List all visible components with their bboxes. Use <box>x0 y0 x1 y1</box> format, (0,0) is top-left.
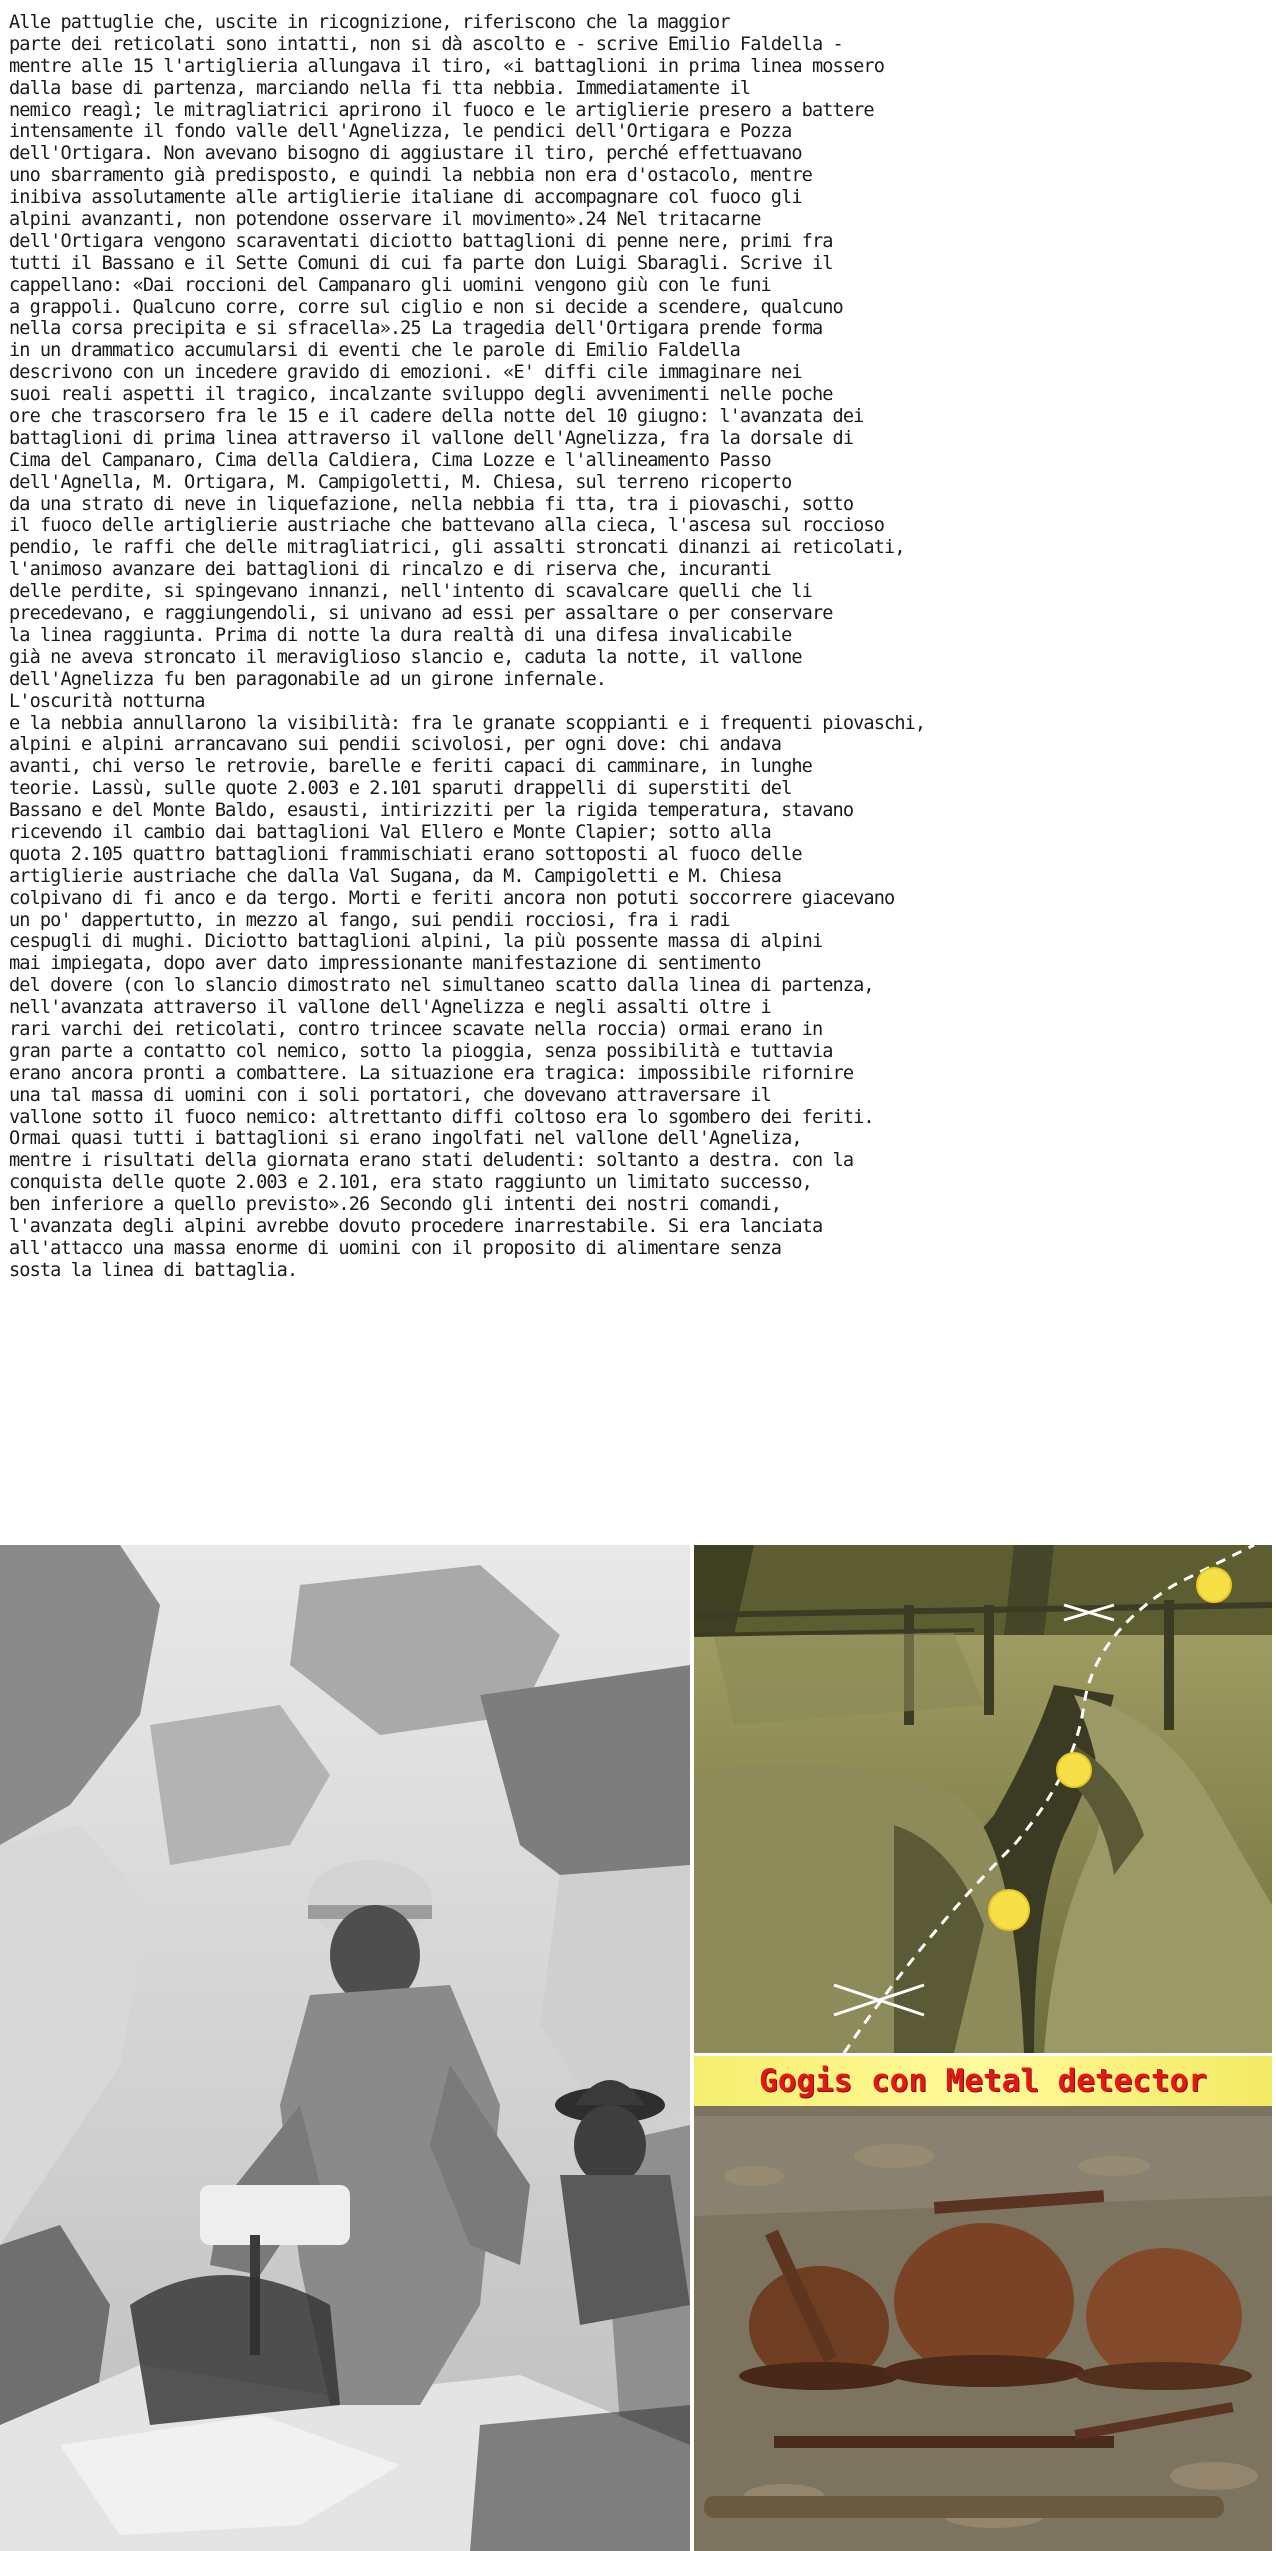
article-line: alpini e alpini arrancavano sui pendii scivolosi, per ogni dove: chi andava <box>9 734 782 756</box>
article-line: dell'Agnelizza fu ben paragonabile ad un girone infernale. <box>9 668 607 690</box>
article-line: dell'Ortigara vengono scaraventati diciotto battaglioni di penne nere, primi fra <box>9 230 833 252</box>
article-line: l'avanzata degli alpini avrebbe dovuto procedere inarrestabile. Si era lanciata <box>9 1215 823 1237</box>
article-line: all'attacco una massa enorme di uomini con il proposito di alimentare senza <box>9 1237 782 1259</box>
article-line: sosta la linea di battaglia. <box>9 1259 298 1281</box>
photo-alpini-soldiers <box>0 1545 690 2551</box>
article-line: mentre i risultati della giornata erano stati deludenti: soltanto a destra. con la <box>9 1150 854 1172</box>
article-line: Bassano e del Monte Baldo, esausti, intirizziti per la rigida temperatura, stavano <box>9 800 854 822</box>
article-line: in un drammatico accumularsi di eventi che le parole di Emilio Faldella <box>9 340 740 362</box>
article-line: la linea raggiunta. Prima di notte la dura realtà di una difesa invalicabile <box>9 624 792 646</box>
article-line: ore che trascorsero fra le 15 e il cadere della notte del 10 giugno: l'avanzata dei <box>9 406 864 428</box>
article-line: nella corsa precipita e si sfracella».25 La tragedia dell'Ortigara prende forma <box>9 318 823 340</box>
article-line: colpivano di fi anco e da tergo. Morti e feriti ancora non potuti soccorrere giacevano <box>9 887 895 909</box>
article-line: descrivono con un incedere gravido di emozioni. «E' diffi cile immaginare nei <box>9 362 802 384</box>
article-line: tutti il Bassano e il Sette Comuni di cui fa parte don Luigi Sbaragli. Scrive il <box>9 252 833 274</box>
photo-helmets-metal-detector <box>694 2056 1272 2551</box>
helmets-caption: Gogis con Metal detector <box>694 2056 1272 2106</box>
article-line: pendio, le raffi che delle mitragliatrici, gli assalti stroncati dinanzi ai reticolati, <box>9 537 905 559</box>
article-line: battaglioni di prima linea attraverso il vallone dell'Agnelizza, fra la dorsale di <box>9 427 854 449</box>
article-line: l'animoso avanzare dei battaglioni di rincalzo e di riserva che, incuranti <box>9 559 771 581</box>
article-line: suoi reali aspetti il tragico, incalzante sviluppo degli avvenimenti nelle poche <box>9 384 833 406</box>
article-text <box>9 12 1271 1282</box>
article-line: ben inferiore a quello previsto».26 Secondo gli intenti dei nostri comandi, <box>9 1194 782 1216</box>
article-line: uno sbarramento già predisposto, e quindi la nebbia non era d'ostacolo, mentre <box>9 165 812 187</box>
article-line: da una strato di neve in liquefazione, nella nebbia fi tta, tra i piovaschi, sotto <box>9 493 854 515</box>
article-line: rari varchi dei reticolati, contro trincee scavate nella roccia) ormai erano in <box>9 1018 823 1040</box>
article-line: precedevano, e raggiungendoli, si univano ad essi per assaltare o per conservare <box>9 603 833 625</box>
article-line: dell'Agnella, M. Ortigara, M. Campigoletti, M. Chiesa, sul terreno ricoperto <box>9 471 792 493</box>
article-line: dell'Ortigara. Non avevano bisogno di aggiustare il tiro, perché effettuavano <box>9 143 802 165</box>
article-line: L'oscurità notturna <box>9 690 205 712</box>
article-line: quota 2.105 quattro battaglioni frammischiati erano sottoposti al fuoco delle <box>9 843 802 865</box>
article-line: mentre alle 15 l'artiglieria allungava il tiro, «i battaglioni in prima linea mossero <box>9 55 885 77</box>
article-line: già ne aveva stroncato il meraviglioso slancio e, caduta la notte, il vallone <box>9 646 802 668</box>
article-line: ricevendo il cambio dai battaglioni Val Ellero e Monte Clapier; sotto alla <box>9 821 771 843</box>
article-line: del dovere (con lo slancio dimostrato nel simultaneo scatto dalla linea di partenza, <box>9 975 874 997</box>
article-line: un po' dappertutto, in mezzo al fango, sui pendii rocciosi, fra i radi <box>9 909 730 931</box>
article-line: vallone sotto il fuoco nemico: altrettanto diffi coltoso era lo sgombero dei feriti. <box>9 1106 874 1128</box>
article-line: cappellano: «Dai roccioni del Campanaro gli uomini vengono giù con le funi <box>9 274 771 296</box>
article-line: avanti, chi verso le retrovie, barelle e feriti capaci di camminare, in lunghe <box>9 756 812 778</box>
article-line: Cima del Campanaro, Cima della Caldiera, Cima Lozze e l'allineamento Passo <box>9 449 771 471</box>
photo-trench-path <box>694 1545 1272 2053</box>
article-line: alpini avanzanti, non potendone osservare il movimento».24 Nel tritacarne <box>9 209 761 231</box>
article-line: intensamente il fondo valle dell'Agnelizza, le pendici dell'Ortigara e Pozza <box>9 121 792 143</box>
article-line: parte dei reticolati sono intatti, non si dà ascolto e - scrive Emilio Faldella - <box>9 33 843 55</box>
article-line: il fuoco delle artiglierie austriache che battevano alla cieca, l'ascesa sul roccioso <box>9 515 885 537</box>
article-line: erano ancora pronti a combattere. La situazione era tragica: impossibile rifornire <box>9 1062 854 1084</box>
article-line: inibiva assolutamente alle artiglierie italiane di accompagnare col fuoco gli <box>9 187 802 209</box>
article-line: e la nebbia annullarono la visibilità: fra le granate scoppianti e i frequenti piovaschi, <box>9 712 926 734</box>
article-line: gran parte a contatto col nemico, sotto la pioggia, senza possibilità e tuttavia <box>9 1040 833 1062</box>
article-line: Ormai quasi tutti i battaglioni si erano ingolfati nel vallone dell'Agneliza, <box>9 1128 802 1150</box>
article-line: una tal massa di uomini con i soli portatori, che dovevano attraversare il <box>9 1084 771 1106</box>
article-line: Alle pattuglie che, uscite in ricognizione, riferiscono che la maggior <box>9 12 730 33</box>
article-line: mai impiegata, dopo aver dato impressionante manifestazione di sentimento <box>9 953 761 975</box>
article-line: nemico reagì; le mitragliatrici aprirono il fuoco e le artiglierie presero a battere <box>9 99 874 121</box>
article-line: artiglierie austriache che dalla Val Sugana, da M. Campigoletti e M. Chiesa <box>9 865 782 887</box>
article-line: conquista delle quote 2.003 e 2.101, era stato raggiunto un limitato successo, <box>9 1172 812 1194</box>
article-line: teorie. Lassù, sulle quote 2.003 e 2.101 sparuti drappelli di superstiti del <box>9 778 792 800</box>
article-line: delle perdite, si spingevano innanzi, nell'intento di scavalcare quelli che li <box>9 581 812 603</box>
article-line: dalla base di partenza, marciando nella fi tta nebbia. Immediatamente il <box>9 77 751 99</box>
article-line: nell'avanzata attraverso il vallone dell'Agnelizza e negli assalti oltre i <box>9 997 771 1019</box>
article-line: cespugli di mughi. Diciotto battaglioni alpini, la più possente massa di alpini <box>9 931 823 953</box>
article-line: a grappoli. Qualcuno corre, corre sul ciglio e non si decide a scendere, qualcuno <box>9 296 843 318</box>
